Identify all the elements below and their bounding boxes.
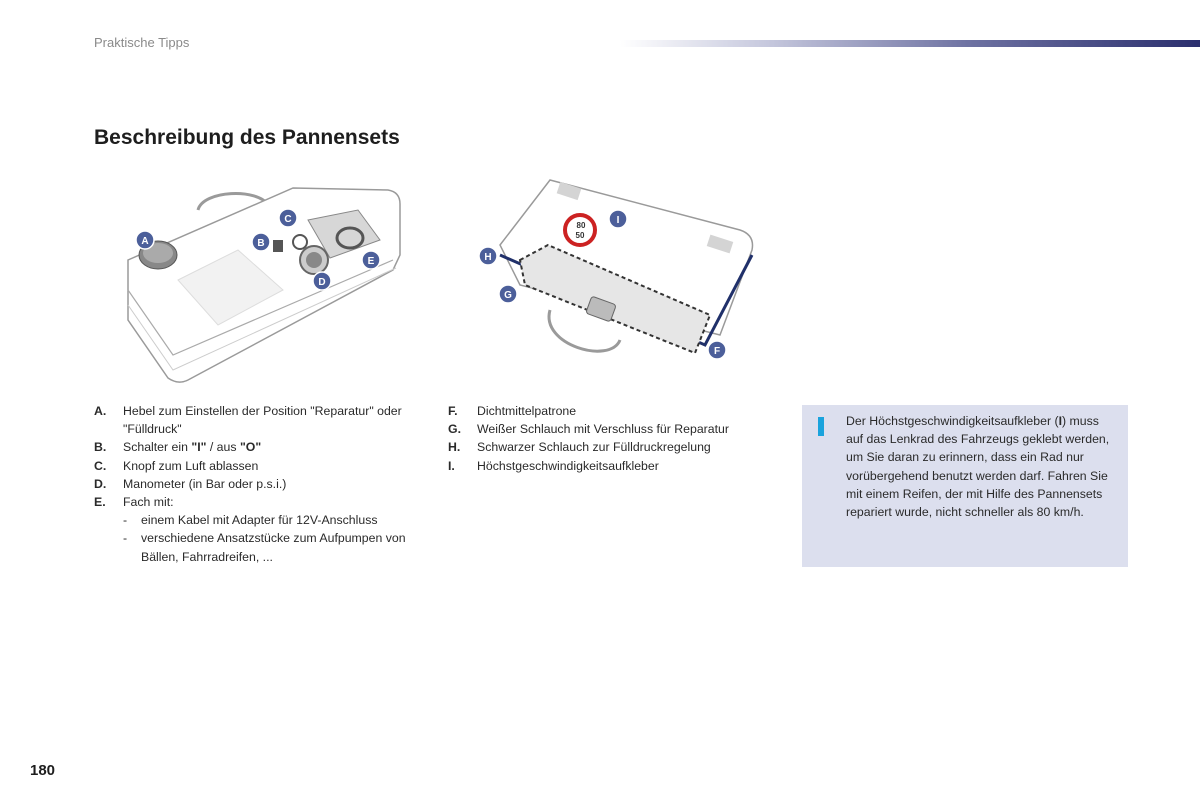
sub-item-dash: - [123, 513, 128, 528]
item-letter: F. [448, 404, 458, 418]
svg-text:I: I [616, 215, 620, 226]
list-item [94, 457, 424, 475]
item-text: Schwarzer Schlauch zur Fülldruckregelung [477, 440, 711, 455]
list-item [94, 438, 424, 456]
svg-text:50: 50 [575, 231, 585, 240]
item-text: Manometer (in Bar oder p.s.i.) [123, 476, 287, 491]
info-note-box [802, 405, 1128, 567]
repair-kit-bottom-illustration [470, 175, 760, 375]
callout-a [136, 231, 154, 249]
callout-e [362, 251, 380, 269]
item-letter: I. [448, 458, 455, 473]
item-letter: E. [94, 495, 106, 510]
item-text: Hebel zum Einstellen der Position "Reparatur" oder "Fülldruck" [123, 404, 402, 437]
item-letter: B. [94, 440, 107, 455]
callout-d [313, 272, 331, 290]
section-label: Praktische Tipps [94, 35, 190, 50]
sub-list-item [94, 529, 424, 565]
header-bar [620, 40, 1200, 47]
callout-c [279, 209, 297, 227]
svg-text:E: E [367, 256, 375, 267]
callout-i [609, 210, 627, 228]
info-note-text: Der Höchstgeschwindigkeitsaufkleber (I) muss auf das Lenkrad des Fahrzeugs geklebt werden, um Sie daran zu erinnern, dass ein Rad nur vorübergehend benutzt werden darf. Fahren Sie mit einem Reifen, der mit Hilfe des Pannensets repariert wurde, nicht schneller als 80 km/h. [846, 414, 1110, 520]
speed-sticker [565, 215, 595, 245]
sub-item-text: einem Kabel mit Adapter für 12V-Anschluss [141, 513, 378, 528]
callout-b [252, 233, 270, 251]
item-text: Weißer Schlauch mit Verschluss für Reparatur [477, 422, 729, 437]
page-number: 180 [30, 762, 56, 779]
list-item [94, 402, 424, 438]
sub-item-dash: - [123, 531, 128, 546]
svg-text:D: D [318, 277, 326, 288]
repair-kit-top-illustration [118, 180, 410, 390]
legend-list-right [448, 402, 778, 475]
svg-text:F: F [713, 346, 721, 357]
callout-h [479, 247, 497, 265]
item-letter: A. [94, 404, 107, 418]
item-text: Knopf zum Luft ablassen [123, 458, 259, 473]
callout-g [499, 285, 517, 303]
item-letter: D. [94, 476, 107, 491]
item-letter: C. [94, 458, 107, 473]
item-letter: G. [448, 422, 461, 437]
list-item [94, 475, 424, 493]
svg-text:A: A [141, 236, 149, 247]
sub-item-text: verschiedene Ansatzstücke zum Aufpumpen von Bällen, Fahrradreifen, ... [141, 531, 406, 564]
list-item [448, 420, 778, 438]
info-icon [818, 417, 824, 436]
page-title: Beschreibung des Pannensets [94, 126, 400, 149]
item-text: Höchstgeschwindigkeitsaufkleber [477, 458, 659, 473]
item-text: Dichtmittelpatrone [477, 404, 577, 418]
list-item [448, 438, 778, 456]
svg-text:G: G [504, 290, 512, 301]
item-text: Fach mit: [123, 495, 174, 510]
list-item [448, 457, 778, 475]
list-item [448, 402, 778, 420]
callout-f [708, 341, 726, 359]
item-text: Schalter ein "I" / aus "O" [123, 440, 262, 455]
svg-text:80: 80 [576, 221, 586, 230]
svg-text:C: C [284, 214, 292, 225]
list-item [94, 493, 424, 511]
svg-text:H: H [484, 252, 492, 263]
sub-list-item [94, 511, 424, 529]
item-letter: H. [448, 440, 461, 455]
legend-list-left [94, 402, 424, 566]
svg-text:B: B [257, 238, 265, 249]
